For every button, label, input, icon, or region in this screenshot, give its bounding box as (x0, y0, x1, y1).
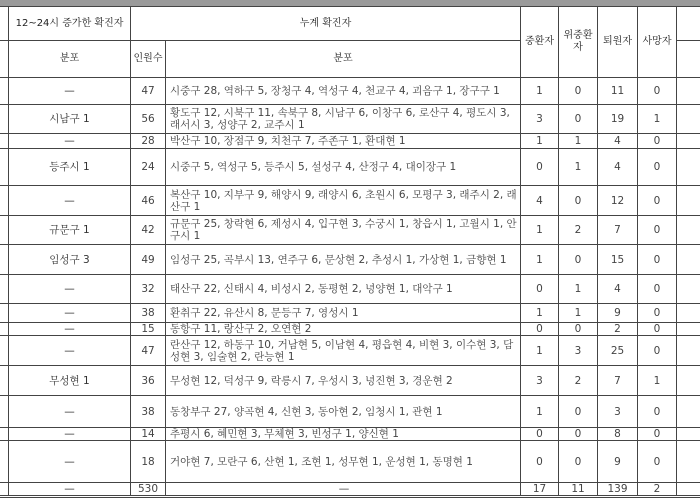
increase-cell: — (9, 483, 131, 497)
count-cell: 56 (131, 105, 166, 134)
increase-cell: — (9, 323, 131, 336)
critical-cell: 0 (559, 105, 598, 134)
increase-cell: 시남구 1 (9, 105, 131, 134)
deaths-cell: 0 (638, 336, 677, 366)
severe-cell: 0 (521, 275, 559, 304)
severe-cell: 1 (521, 304, 559, 323)
count-cell: 38 (131, 396, 166, 428)
severe-cell: 1 (521, 78, 559, 105)
table-row (0, 275, 700, 304)
discharged-cell: 8 (598, 428, 638, 441)
increase-cell: — (9, 186, 131, 216)
increase-cell: — (9, 396, 131, 428)
count-cell: 24 (131, 149, 166, 186)
severe-cell: 1 (521, 245, 559, 275)
left-cut-header (0, 7, 9, 41)
distribution-cell: 황도구 12, 시북구 11, 속북구 8, 시남구 6, 이창구 6, 로산구 4, 평도시 3, 래서시 3, 성양구 2, 교주시 1 (166, 105, 521, 134)
severe-cell: 0 (521, 323, 559, 336)
cumulative-distribution-header: 분포 (166, 41, 521, 78)
right-cut-cell (677, 216, 700, 245)
discharged-cell: 15 (598, 245, 638, 275)
distribution-cell: 태산구 22, 신태시 4, 비성시 2, 동평현 2, 녕양현 1, 대악구 1 (166, 275, 521, 304)
critical-cell: 2 (559, 366, 598, 396)
left-cut-cell (0, 336, 9, 366)
discharged-cell: 7 (598, 366, 638, 396)
severe-cell: 0 (521, 149, 559, 186)
count-cell: 530 (131, 483, 166, 497)
deaths-cell: 0 (638, 441, 677, 483)
critical-cell: 1 (559, 134, 598, 149)
table-row (0, 428, 700, 441)
distribution-cell: 동창부구 27, 양곡현 4, 신현 3, 동아현 2, 임청시 1, 관현 1 (166, 396, 521, 428)
left-cut-cell (0, 245, 9, 275)
deaths-cell: 0 (638, 323, 677, 336)
right-cut-cell (677, 483, 700, 497)
discharged-cell: 4 (598, 275, 638, 304)
increase-cell: 규문구 1 (9, 216, 131, 245)
right-cut-cell (677, 428, 700, 441)
left-cut-cell (0, 441, 9, 483)
discharged-cell: 4 (598, 134, 638, 149)
left-cut-subheader (0, 41, 9, 78)
left-cut-cell (0, 323, 9, 336)
confirmed-cases-table (0, 6, 700, 498)
count-cell: 38 (131, 304, 166, 323)
increase-cell: — (9, 78, 131, 105)
discharged-cell: 139 (598, 483, 638, 497)
severe-cell: 1 (521, 396, 559, 428)
severe-cell: 17 (521, 483, 559, 497)
discharged-cell: 11 (598, 78, 638, 105)
table-row (0, 245, 700, 275)
right-cut-cell (677, 366, 700, 396)
severe-cell: 1 (521, 134, 559, 149)
critical-header: 위중환자 (559, 7, 598, 78)
severe-cell: 1 (521, 216, 559, 245)
right-cut-subheader (677, 41, 700, 78)
left-cut-cell (0, 78, 9, 105)
count-cell: 36 (131, 366, 166, 396)
deaths-cell: 0 (638, 396, 677, 428)
deaths-header: 사망자 (638, 7, 677, 78)
severe-header: 중환자 (521, 7, 559, 78)
distribution-cell: 규문구 25, 창락현 6, 제성시 4, 입구현 3, 수궁시 1, 창읍시 1, 고월시 1, 안구시 1 (166, 216, 521, 245)
discharged-cell: 25 (598, 336, 638, 366)
deaths-cell: 0 (638, 275, 677, 304)
table-row (0, 323, 700, 336)
count-cell: 32 (131, 275, 166, 304)
left-cut-cell (0, 275, 9, 304)
critical-cell: 11 (559, 483, 598, 497)
severe-cell: 4 (521, 186, 559, 216)
count-cell: 46 (131, 186, 166, 216)
table-row (0, 336, 700, 366)
distribution-cell: 무성현 12, 덕성구 9, 락릉시 7, 우성시 3, 녕진현 3, 경운현 2 (166, 366, 521, 396)
discharged-cell: 9 (598, 304, 638, 323)
distribution-cell: 추평시 6, 혜민현 3, 무체현 3, 빈성구 1, 양신현 1 (166, 428, 521, 441)
deaths-cell: 2 (638, 483, 677, 497)
distribution-cell: 환취구 22, 유산시 8, 문등구 7, 영성시 1 (166, 304, 521, 323)
discharged-cell: 3 (598, 396, 638, 428)
table-row (0, 216, 700, 245)
deaths-cell: 0 (638, 186, 677, 216)
table-row (0, 149, 700, 186)
deaths-cell: 1 (638, 105, 677, 134)
count-cell: 47 (131, 78, 166, 105)
distribution-cell: — (166, 483, 521, 497)
discharged-cell: 19 (598, 105, 638, 134)
discharged-cell: 12 (598, 186, 638, 216)
increase-cell: — (9, 428, 131, 441)
count-cell: 28 (131, 134, 166, 149)
discharged-header: 퇴원자 (598, 7, 638, 78)
critical-cell: 0 (559, 245, 598, 275)
deaths-cell: 0 (638, 245, 677, 275)
table-row (0, 441, 700, 483)
increase-cell: — (9, 336, 131, 366)
critical-cell: 0 (559, 428, 598, 441)
count-cell: 15 (131, 323, 166, 336)
left-cut-cell (0, 149, 9, 186)
severe-cell: 3 (521, 366, 559, 396)
count-cell: 42 (131, 216, 166, 245)
left-cut-cell (0, 428, 9, 441)
right-cut-cell (677, 323, 700, 336)
increase-cell: — (9, 134, 131, 149)
deaths-cell: 0 (638, 304, 677, 323)
right-cut-cell (677, 134, 700, 149)
critical-cell: 1 (559, 304, 598, 323)
table-row (0, 134, 700, 149)
deaths-cell: 0 (638, 149, 677, 186)
distribution-cell: 박산구 10, 장점구 9, 치천구 7, 주존구 1, 환대현 1 (166, 134, 521, 149)
distribution-cell: 동항구 11, 랑산구 2, 오연현 2 (166, 323, 521, 336)
critical-cell: 0 (559, 396, 598, 428)
deaths-cell: 1 (638, 366, 677, 396)
right-cut-cell (677, 78, 700, 105)
left-cut-cell (0, 186, 9, 216)
cumulative-group-header: 누계 확진자 (131, 7, 521, 41)
deaths-cell: 0 (638, 78, 677, 105)
critical-cell: 0 (559, 186, 598, 216)
table-row (0, 366, 700, 396)
severe-cell: 1 (521, 336, 559, 366)
discharged-cell: 9 (598, 441, 638, 483)
distribution-cell: 란산구 12, 하동구 10, 거남현 5, 이남현 4, 평읍현 4, 비현 3, 이수현 3, 담성현 3, 임술현 2, 란능현 1 (166, 336, 521, 366)
right-cut-cell (677, 149, 700, 186)
critical-cell: 0 (559, 323, 598, 336)
left-cut-cell (0, 396, 9, 428)
right-cut-cell (677, 441, 700, 483)
table-row (0, 186, 700, 216)
increase-cell: — (9, 275, 131, 304)
deaths-cell: 0 (638, 216, 677, 245)
right-cut-cell (677, 396, 700, 428)
count-cell: 47 (131, 336, 166, 366)
left-cut-cell (0, 216, 9, 245)
distribution-cell: 시중구 5, 역성구 5, 등주시 5, 설성구 4, 산정구 4, 대이장구 1 (166, 149, 521, 186)
left-cut-cell (0, 134, 9, 149)
count-header: 인원수 (131, 41, 166, 78)
increase-cell: 무성현 1 (9, 366, 131, 396)
critical-cell: 3 (559, 336, 598, 366)
discharged-cell: 2 (598, 323, 638, 336)
discharged-cell: 7 (598, 216, 638, 245)
total-row (0, 483, 700, 497)
left-cut-cell (0, 366, 9, 396)
deaths-cell: 0 (638, 428, 677, 441)
left-cut-cell (0, 304, 9, 323)
count-cell: 49 (131, 245, 166, 275)
right-cut-header (677, 7, 700, 41)
severe-cell: 3 (521, 105, 559, 134)
table-row (0, 304, 700, 323)
table-row (0, 78, 700, 105)
right-cut-cell (677, 336, 700, 366)
distribution-cell: 복산구 10, 지부구 9, 해양시 9, 래양시 6, 초원시 6, 모평구 3, 래주시 2, 래산구 1 (166, 186, 521, 216)
right-cut-cell (677, 186, 700, 216)
right-cut-cell (677, 304, 700, 323)
left-cut-cell (0, 483, 9, 497)
right-cut-cell (677, 105, 700, 134)
left-cut-cell (0, 105, 9, 134)
critical-cell: 0 (559, 441, 598, 483)
increase-distribution-header: 분포 (9, 41, 131, 78)
critical-cell: 0 (559, 78, 598, 105)
right-cut-cell (677, 275, 700, 304)
distribution-cell: 임성구 25, 곡부시 13, 연주구 6, 문상현 2, 추성시 1, 가상현 1, 금향현 1 (166, 245, 521, 275)
deaths-cell: 0 (638, 134, 677, 149)
count-cell: 14 (131, 428, 166, 441)
distribution-cell: 거야현 7, 모란구 6, 산현 1, 조현 1, 성무현 1, 운성현 1, 동명현 1 (166, 441, 521, 483)
increase-group-header: 12~24시 증가한 확진자 (9, 7, 131, 41)
increase-cell: — (9, 304, 131, 323)
severe-cell: 0 (521, 441, 559, 483)
distribution-cell: 시중구 28, 역하구 5, 장청구 4, 역성구 4, 천교구 4, 괴음구 1, 장구구 1 (166, 78, 521, 105)
increase-cell: — (9, 441, 131, 483)
count-cell: 18 (131, 441, 166, 483)
critical-cell: 2 (559, 216, 598, 245)
increase-cell: 임성구 3 (9, 245, 131, 275)
increase-cell: 등주시 1 (9, 149, 131, 186)
right-cut-cell (677, 245, 700, 275)
table-row (0, 396, 700, 428)
critical-cell: 1 (559, 275, 598, 304)
critical-cell: 1 (559, 149, 598, 186)
table-row (0, 105, 700, 134)
discharged-cell: 4 (598, 149, 638, 186)
severe-cell: 0 (521, 428, 559, 441)
